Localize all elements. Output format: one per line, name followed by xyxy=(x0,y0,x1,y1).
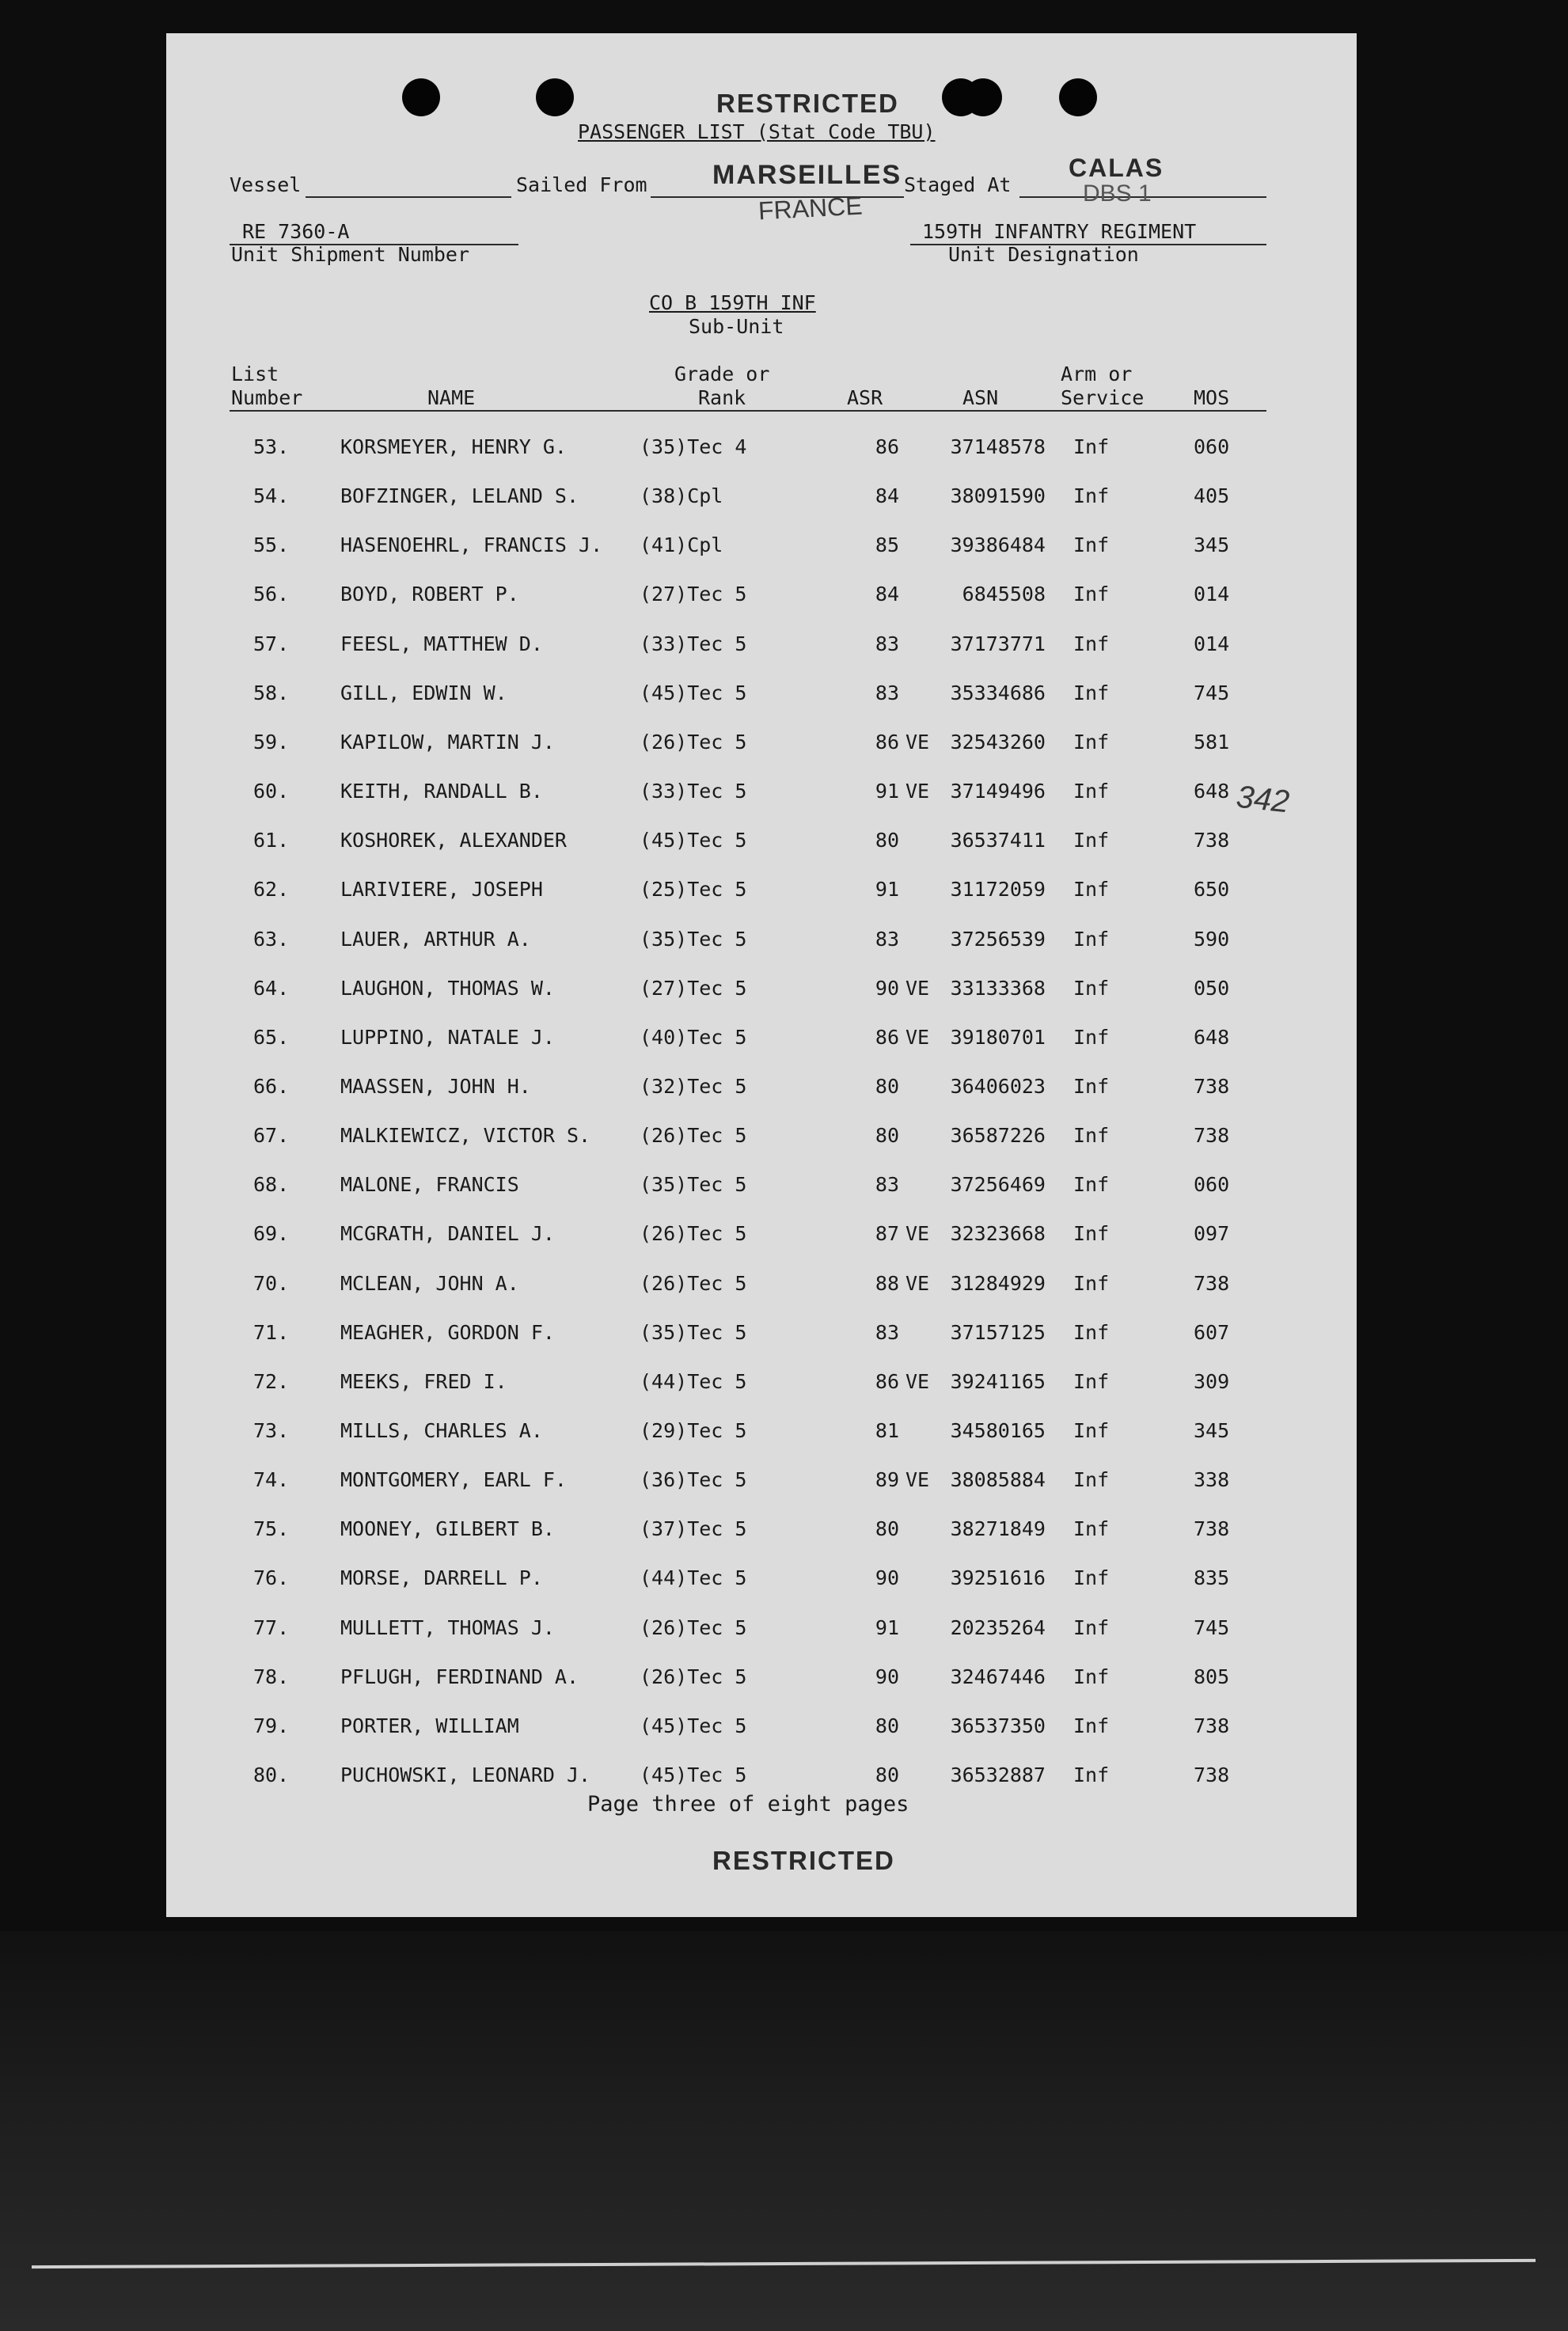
table-row xyxy=(166,1468,1357,1500)
table-row xyxy=(166,435,1357,467)
ve-mark: VE xyxy=(905,730,930,754)
shipment-number-label: Unit Shipment Number xyxy=(231,243,470,266)
serial-number: 31172059 xyxy=(950,878,1046,902)
punch-hole-icon xyxy=(964,78,1002,116)
serial-number: 32467446 xyxy=(950,1665,1046,1688)
passenger-name: MEEKS, FRED I. xyxy=(340,1369,507,1393)
serial-number: 36537411 xyxy=(950,829,1046,852)
table-row xyxy=(166,1370,1357,1402)
mos-code: 581 xyxy=(1194,730,1230,754)
arm-service: Inf xyxy=(1073,1124,1110,1148)
asr-score: 80 xyxy=(875,1763,899,1787)
vessel-label: Vessel xyxy=(230,173,302,196)
mos-code: 745 xyxy=(1194,681,1230,704)
header-rule xyxy=(230,410,1266,412)
passenger-name: MORSE, DARRELL P. xyxy=(340,1566,543,1590)
grade-rank: (38)Cpl xyxy=(640,484,723,508)
grade-rank: (26)Tec 5 xyxy=(640,1665,747,1688)
serial-number: 39180701 xyxy=(950,1025,1046,1049)
mos-code: 590 xyxy=(1194,927,1230,951)
staged-at-value-dbs: DBS 1 xyxy=(1083,180,1152,207)
column-header-mos: MOS xyxy=(1194,386,1230,409)
mos-code: 345 xyxy=(1194,1419,1230,1442)
grade-rank: (45)Tec 5 xyxy=(640,829,747,852)
serial-number: 36532887 xyxy=(950,1763,1046,1787)
grade-rank: (45)Tec 5 xyxy=(640,681,747,704)
asr-score: 84 xyxy=(875,583,899,606)
asr-score: 80 xyxy=(875,1074,899,1098)
serial-number: 37173771 xyxy=(950,632,1046,655)
table-row xyxy=(166,928,1357,959)
passenger-name: HASENOEHRL, FRANCIS J. xyxy=(340,533,603,557)
list-number: 64. xyxy=(253,976,290,1000)
passenger-name: FEESL, MATTHEW D. xyxy=(340,632,543,655)
asr-score: 88 xyxy=(875,1271,899,1295)
passenger-name: LAUER, ARTHUR A. xyxy=(340,927,531,951)
table-row xyxy=(166,1616,1357,1648)
list-number: 79. xyxy=(253,1714,290,1737)
punch-hole-icon xyxy=(1059,78,1097,116)
grade-rank: (29)Tec 5 xyxy=(640,1419,747,1442)
list-number: 53. xyxy=(253,435,290,458)
mos-code: 805 xyxy=(1194,1665,1230,1688)
list-number: 69. xyxy=(253,1222,290,1246)
passenger-name: LUPPINO, NATALE J. xyxy=(340,1025,555,1049)
ve-mark: VE xyxy=(905,1271,930,1295)
arm-service: Inf xyxy=(1073,1763,1110,1787)
list-number: 80. xyxy=(253,1763,290,1787)
arm-service: Inf xyxy=(1073,780,1110,803)
arm-service: Inf xyxy=(1073,829,1110,852)
serial-number: 38271849 xyxy=(950,1517,1046,1541)
asr-score: 85 xyxy=(875,533,899,557)
passenger-name: MOONEY, GILBERT B. xyxy=(340,1517,555,1541)
arm-service: Inf xyxy=(1073,1173,1110,1197)
asr-score: 83 xyxy=(875,1173,899,1197)
grade-rank: (41)Cpl xyxy=(640,533,723,557)
passenger-name: BOYD, ROBERT P. xyxy=(340,583,519,606)
grade-rank: (35)Tec 5 xyxy=(640,927,747,951)
sub-unit-value: CO B 159TH INF xyxy=(649,291,816,314)
serial-number: 37256539 xyxy=(950,927,1046,951)
table-row xyxy=(166,829,1357,860)
list-number: 73. xyxy=(253,1419,290,1442)
table-row xyxy=(166,878,1357,909)
column-header-grade: Grade or xyxy=(674,363,770,385)
arm-service: Inf xyxy=(1073,1517,1110,1541)
mos-code: 835 xyxy=(1194,1566,1230,1590)
serial-number: 39386484 xyxy=(950,533,1046,557)
serial-number: 33133368 xyxy=(950,976,1046,1000)
grade-rank: (32)Tec 5 xyxy=(640,1074,747,1098)
list-number: 75. xyxy=(253,1517,290,1541)
serial-number: 37157125 xyxy=(950,1320,1046,1344)
arm-service: Inf xyxy=(1073,1468,1110,1492)
table-row xyxy=(166,977,1357,1008)
passenger-name: GILL, EDWIN W. xyxy=(340,681,507,704)
column-header-arm: Arm or xyxy=(1061,363,1133,385)
serial-number: 34580165 xyxy=(950,1419,1046,1442)
sailed-from-value: MARSEILLES xyxy=(712,160,902,190)
passenger-name: BOFZINGER, LELAND S. xyxy=(340,484,579,508)
passenger-name: LARIVIERE, JOSEPH xyxy=(340,878,543,902)
passenger-name: KEITH, RANDALL B. xyxy=(340,780,543,803)
serial-number: 35334686 xyxy=(950,681,1046,704)
mos-code: 738 xyxy=(1194,829,1230,852)
ve-mark: VE xyxy=(905,1369,930,1393)
asr-score: 86 xyxy=(875,435,899,458)
asr-score: 83 xyxy=(875,927,899,951)
arm-service: Inf xyxy=(1073,1320,1110,1344)
arm-service: Inf xyxy=(1073,681,1110,704)
arm-service: Inf xyxy=(1073,583,1110,606)
grade-rank: (35)Tec 5 xyxy=(640,1173,747,1197)
table-row xyxy=(166,1763,1357,1795)
mos-code: 648 xyxy=(1194,1025,1230,1049)
table-row xyxy=(166,1665,1357,1697)
asr-score: 83 xyxy=(875,632,899,655)
serial-number: 6845508 xyxy=(962,583,1046,606)
grade-rank: (37)Tec 5 xyxy=(640,1517,747,1541)
grade-rank: (25)Tec 5 xyxy=(640,878,747,902)
list-number: 66. xyxy=(253,1074,290,1098)
serial-number: 20235264 xyxy=(950,1615,1046,1639)
list-number: 72. xyxy=(253,1369,290,1393)
mos-code: 338 xyxy=(1194,1468,1230,1492)
ve-mark: VE xyxy=(905,1025,930,1049)
mos-code: 745 xyxy=(1194,1615,1230,1639)
list-number: 55. xyxy=(253,533,290,557)
mos-code: 014 xyxy=(1194,583,1230,606)
list-number: 67. xyxy=(253,1124,290,1148)
column-header-service: Service xyxy=(1061,386,1145,409)
serial-number: 32323668 xyxy=(950,1222,1046,1246)
list-number: 70. xyxy=(253,1271,290,1295)
shipment-number-value: RE 7360-A xyxy=(242,220,350,243)
margin-page-number: 342 xyxy=(1234,779,1291,820)
arm-service: Inf xyxy=(1073,533,1110,557)
list-number: 54. xyxy=(253,484,290,508)
arm-service: Inf xyxy=(1073,632,1110,655)
table-row xyxy=(166,1075,1357,1107)
sub-unit-label: Sub-Unit xyxy=(689,315,784,338)
passenger-name: PFLUGH, FERDINAND A. xyxy=(340,1665,579,1688)
column-header-rank: Rank xyxy=(698,386,746,409)
passenger-name: MCGRATH, DANIEL J. xyxy=(340,1222,555,1246)
asr-score: 80 xyxy=(875,1517,899,1541)
list-number: 71. xyxy=(253,1320,290,1344)
passenger-name: MEAGHER, GORDON F. xyxy=(340,1320,555,1344)
asr-score: 80 xyxy=(875,1124,899,1148)
grade-rank: (26)Tec 5 xyxy=(640,1271,747,1295)
arm-service: Inf xyxy=(1073,878,1110,902)
restricted-stamp-top: RESTRICTED xyxy=(716,89,899,118)
table-row xyxy=(166,1124,1357,1156)
passenger-name: MULLETT, THOMAS J. xyxy=(340,1615,555,1639)
grade-rank: (33)Tec 5 xyxy=(640,632,747,655)
punch-hole-icon xyxy=(536,78,574,116)
arm-service: Inf xyxy=(1073,1714,1110,1737)
serial-number: 37149496 xyxy=(950,780,1046,803)
passenger-name: MONTGOMERY, EARL F. xyxy=(340,1468,567,1492)
serial-number: 39241165 xyxy=(950,1369,1046,1393)
mos-code: 405 xyxy=(1194,484,1230,508)
arm-service: Inf xyxy=(1073,730,1110,754)
table-row xyxy=(166,1222,1357,1254)
arm-service: Inf xyxy=(1073,1222,1110,1246)
asr-score: 90 xyxy=(875,1566,899,1590)
column-header-asr: ASR xyxy=(847,386,883,409)
serial-number: 32543260 xyxy=(950,730,1046,754)
staged-at-value: CALAS xyxy=(1069,154,1164,182)
table-row xyxy=(166,1321,1357,1353)
grade-rank: (44)Tec 5 xyxy=(640,1369,747,1393)
ve-mark: VE xyxy=(905,1468,930,1492)
list-number: 57. xyxy=(253,632,290,655)
arm-service: Inf xyxy=(1073,1665,1110,1688)
table-row xyxy=(166,681,1357,713)
arm-service: Inf xyxy=(1073,1271,1110,1295)
arm-service: Inf xyxy=(1073,435,1110,458)
passenger-list-page xyxy=(166,33,1357,1917)
serial-number: 36406023 xyxy=(950,1074,1046,1098)
table-row xyxy=(166,1026,1357,1057)
list-number: 58. xyxy=(253,681,290,704)
mos-code: 650 xyxy=(1194,878,1230,902)
table-row xyxy=(166,1517,1357,1549)
grade-rank: (33)Tec 5 xyxy=(640,780,747,803)
grade-rank: (36)Tec 5 xyxy=(640,1468,747,1492)
arm-service: Inf xyxy=(1073,927,1110,951)
list-number: 62. xyxy=(253,878,290,902)
asr-score: 87 xyxy=(875,1222,899,1246)
passenger-name: MALONE, FRANCIS xyxy=(340,1173,519,1197)
asr-score: 84 xyxy=(875,484,899,508)
asr-score: 90 xyxy=(875,976,899,1000)
punch-hole-icon xyxy=(402,78,440,116)
arm-service: Inf xyxy=(1073,1074,1110,1098)
mos-code: 097 xyxy=(1194,1222,1230,1246)
table-row xyxy=(166,731,1357,762)
list-number: 74. xyxy=(253,1468,290,1492)
grade-rank: (27)Tec 5 xyxy=(640,583,747,606)
asr-score: 86 xyxy=(875,1369,899,1393)
arm-service: Inf xyxy=(1073,1419,1110,1442)
serial-number: 39251616 xyxy=(950,1566,1046,1590)
table-row xyxy=(166,1272,1357,1304)
grade-rank: (26)Tec 5 xyxy=(640,1222,747,1246)
asr-score: 91 xyxy=(875,780,899,803)
unit-designation-label: Unit Designation xyxy=(948,243,1139,266)
passenger-name: KAPILOW, MARTIN J. xyxy=(340,730,555,754)
asr-score: 80 xyxy=(875,829,899,852)
passenger-name: PUCHOWSKI, LEONARD J. xyxy=(340,1763,591,1787)
list-number: 68. xyxy=(253,1173,290,1197)
asr-score: 91 xyxy=(875,1615,899,1639)
grade-rank: (35)Tec 5 xyxy=(640,1320,747,1344)
asr-score: 90 xyxy=(875,1665,899,1688)
table-row xyxy=(166,533,1357,565)
passenger-name: KORSMEYER, HENRY G. xyxy=(340,435,567,458)
table-row xyxy=(166,1419,1357,1451)
page-indicator: Page three of eight pages xyxy=(587,1792,909,1817)
table-row xyxy=(166,1173,1357,1205)
passenger-name: MAASSEN, JOHN H. xyxy=(340,1074,531,1098)
mos-code: 014 xyxy=(1194,632,1230,655)
unit-designation-value: 159TH INFANTRY REGIMENT xyxy=(922,220,1197,243)
list-number: 63. xyxy=(253,927,290,951)
document-title: PASSENGER LIST (Stat Code TBU) xyxy=(578,120,936,143)
scan-background xyxy=(0,1931,1568,2331)
grade-rank: (40)Tec 5 xyxy=(640,1025,747,1049)
mos-code: 738 xyxy=(1194,1124,1230,1148)
vessel-line xyxy=(306,196,511,198)
ve-mark: VE xyxy=(905,1222,930,1246)
mos-code: 607 xyxy=(1194,1320,1230,1344)
arm-service: Inf xyxy=(1073,1369,1110,1393)
serial-number: 38085884 xyxy=(950,1468,1046,1492)
mos-code: 738 xyxy=(1194,1271,1230,1295)
list-number: 77. xyxy=(253,1615,290,1639)
grade-rank: (26)Tec 5 xyxy=(640,1615,747,1639)
list-number: 65. xyxy=(253,1025,290,1049)
serial-number: 37148578 xyxy=(950,435,1046,458)
serial-number: 31284929 xyxy=(950,1271,1046,1295)
arm-service: Inf xyxy=(1073,1025,1110,1049)
asr-score: 89 xyxy=(875,1468,899,1492)
asr-score: 86 xyxy=(875,730,899,754)
list-number: 59. xyxy=(253,730,290,754)
grade-rank: (35)Tec 4 xyxy=(640,435,747,458)
grade-rank: (45)Tec 5 xyxy=(640,1763,747,1787)
serial-number: 36587226 xyxy=(950,1124,1046,1148)
mos-code: 060 xyxy=(1194,435,1230,458)
list-number: 56. xyxy=(253,583,290,606)
table-row xyxy=(166,484,1357,516)
table-row xyxy=(166,1566,1357,1598)
passenger-name: MILLS, CHARLES A. xyxy=(340,1419,543,1442)
ve-mark: VE xyxy=(905,976,930,1000)
column-header-name: NAME xyxy=(427,386,476,409)
passenger-name: PORTER, WILLIAM xyxy=(340,1714,519,1737)
column-header-asn: ASN xyxy=(962,386,999,409)
asr-score: 81 xyxy=(875,1419,899,1442)
mos-code: 738 xyxy=(1194,1074,1230,1098)
restricted-stamp-bottom: RESTRICTED xyxy=(712,1846,895,1875)
grade-rank: (26)Tec 5 xyxy=(640,730,747,754)
grade-rank: (26)Tec 5 xyxy=(640,1124,747,1148)
mos-code: 738 xyxy=(1194,1763,1230,1787)
column-header-list: List xyxy=(231,363,279,385)
sailed-from-value-country: FRANCE xyxy=(757,191,864,226)
mos-code: 648 xyxy=(1194,780,1230,803)
column-header-number: Number xyxy=(231,386,303,409)
asr-score: 91 xyxy=(875,878,899,902)
list-number: 60. xyxy=(253,780,290,803)
table-row xyxy=(166,780,1357,811)
grade-rank: (44)Tec 5 xyxy=(640,1566,747,1590)
staged-at-label: Staged At xyxy=(904,173,1012,196)
mos-code: 738 xyxy=(1194,1714,1230,1737)
asr-score: 86 xyxy=(875,1025,899,1049)
asr-score: 80 xyxy=(875,1714,899,1737)
mos-code: 345 xyxy=(1194,533,1230,557)
table-row xyxy=(166,632,1357,664)
mos-code: 050 xyxy=(1194,976,1230,1000)
grade-rank: (27)Tec 5 xyxy=(640,976,747,1000)
mos-code: 060 xyxy=(1194,1173,1230,1197)
serial-number: 36537350 xyxy=(950,1714,1046,1737)
serial-number: 38091590 xyxy=(950,484,1046,508)
arm-service: Inf xyxy=(1073,1566,1110,1590)
list-number: 78. xyxy=(253,1665,290,1688)
passenger-name: LAUGHON, THOMAS W. xyxy=(340,976,555,1000)
arm-service: Inf xyxy=(1073,976,1110,1000)
table-row xyxy=(166,583,1357,614)
asr-score: 83 xyxy=(875,1320,899,1344)
asr-score: 83 xyxy=(875,681,899,704)
passenger-name: MCLEAN, JOHN A. xyxy=(340,1271,519,1295)
passenger-name: MALKIEWICZ, VICTOR S. xyxy=(340,1124,591,1148)
grade-rank: (45)Tec 5 xyxy=(640,1714,747,1737)
list-number: 76. xyxy=(253,1566,290,1590)
table-row xyxy=(166,1714,1357,1746)
serial-number: 37256469 xyxy=(950,1173,1046,1197)
mos-code: 738 xyxy=(1194,1517,1230,1541)
ve-mark: VE xyxy=(905,780,930,803)
arm-service: Inf xyxy=(1073,1615,1110,1639)
list-number: 61. xyxy=(253,829,290,852)
passenger-name: KOSHOREK, ALEXANDER xyxy=(340,829,567,852)
sailed-from-label: Sailed From xyxy=(516,173,647,196)
mos-code: 309 xyxy=(1194,1369,1230,1393)
arm-service: Inf xyxy=(1073,484,1110,508)
